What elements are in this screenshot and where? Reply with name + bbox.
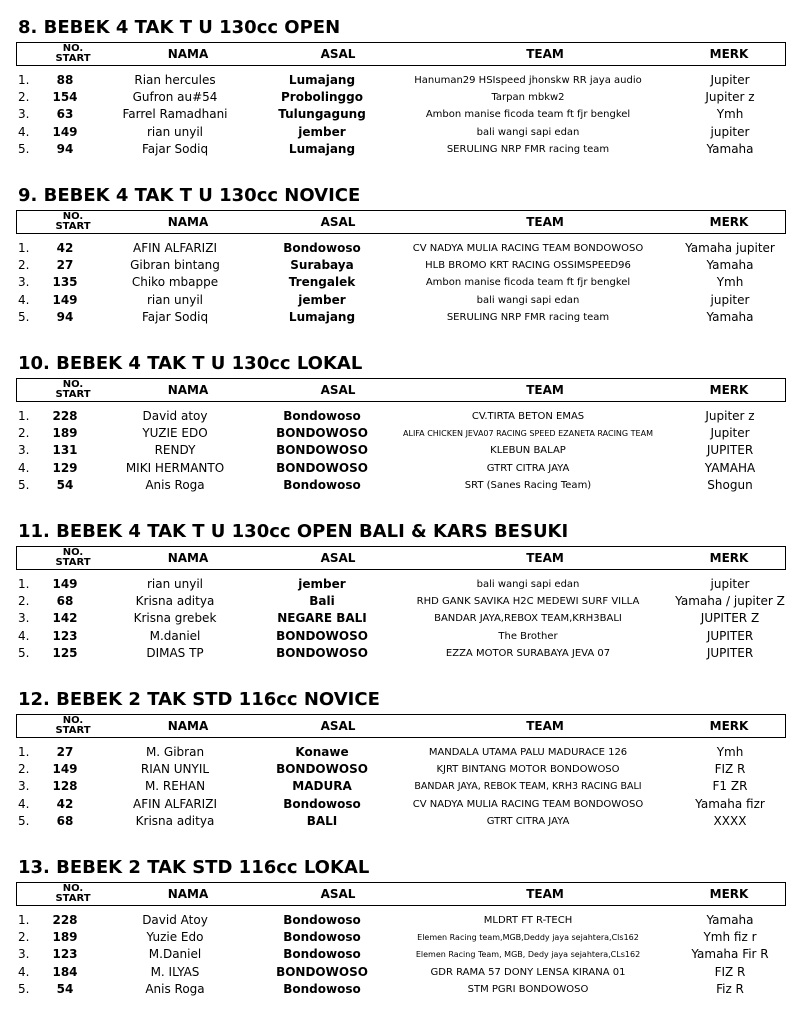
rider-name: rian unyil [146, 124, 204, 139]
header-no-start [35, 211, 111, 233]
header-nama: NAMA [167, 551, 209, 565]
table-row [0, 628, 800, 645]
header-no-start [35, 379, 111, 401]
start-number: 142 [52, 611, 78, 626]
start-number: 123 [52, 947, 78, 962]
start-number: 228 [52, 409, 78, 423]
table-row [0, 257, 800, 274]
section-title: 8. BEBEK 4 TAK T U 130cc OPEN [18, 17, 341, 38]
header-asal: ASAL [320, 215, 356, 229]
rider-name: Anis Roga [145, 981, 205, 996]
bike-brand: jupiter [710, 577, 750, 591]
header-merk: MERK [709, 215, 749, 229]
start-number: 42 [56, 796, 74, 811]
header-no-start-line1: NO. [62, 43, 84, 54]
header-no-start [35, 715, 111, 737]
rider-name: Anis Roga [145, 477, 205, 492]
rider-origin: Lumajang [288, 73, 356, 87]
team-name: Ambon manise ficoda team ft fjr bengkel [425, 277, 631, 289]
start-number: 63 [56, 107, 74, 122]
rider-origin: jember [298, 577, 346, 591]
table-body [0, 408, 800, 494]
rider-origin: Bondowoso [283, 241, 361, 255]
section-title: 12. BEBEK 2 TAK STD 116cc NOVICE [18, 689, 380, 710]
start-number: 94 [56, 141, 74, 156]
header-nama: NAMA [167, 719, 209, 733]
rider-name: Krisna aditya [135, 594, 215, 609]
bike-brand: Yamaha / jupiter Z [675, 594, 785, 609]
rank: 4. [18, 460, 30, 475]
table-header [16, 210, 786, 234]
rider-name: M. REHAN [144, 779, 206, 794]
header-no-start-line1: NO. [62, 379, 84, 390]
start-number: 94 [56, 309, 74, 324]
rider-name: DIMAS TP [146, 645, 204, 660]
start-number: 27 [56, 258, 74, 273]
rider-origin: Konawe [295, 745, 349, 759]
rider-origin: BALI [306, 813, 338, 828]
rider-origin: BONDOWOSO [276, 628, 368, 643]
rank: 5. [18, 645, 30, 660]
rider-origin: Bondowoso [283, 981, 361, 996]
header-asal: ASAL [320, 719, 356, 733]
rider-origin: Tulungagung [278, 107, 366, 122]
table-header [16, 42, 786, 66]
rider-origin: Bondowoso [283, 409, 361, 423]
rider-name: David atoy [142, 409, 208, 423]
start-number: 128 [52, 779, 78, 794]
rider-name: M.daniel [149, 628, 201, 643]
race-class-section [0, 518, 800, 686]
header-asal: ASAL [320, 887, 356, 901]
rank: 5. [18, 309, 30, 324]
team-name: bali wangi sapi edan [476, 126, 580, 138]
rider-origin: Probolinggo [281, 90, 363, 105]
rank: 4. [18, 292, 30, 307]
table-row [0, 292, 800, 309]
rank: 2. [18, 90, 30, 105]
start-number: 189 [52, 930, 78, 945]
rider-name: RIAN UNYIL [140, 762, 210, 777]
rider-origin: jember [298, 292, 346, 307]
bike-brand: JUPITER [706, 628, 754, 643]
rank: 3. [18, 779, 30, 794]
start-number: 42 [56, 241, 74, 255]
section-title: 9. BEBEK 4 TAK T U 130cc NOVICE [18, 185, 361, 206]
rank: 3. [18, 107, 30, 122]
team-name: Elemen Racing Team, MGB, Dedy jaya sejahtera,CLs162 [415, 950, 641, 960]
table-row [0, 610, 800, 627]
rider-name: David Atoy [142, 913, 208, 927]
table-header [16, 378, 786, 402]
rank: 4. [18, 628, 30, 643]
start-number: 149 [52, 577, 78, 591]
start-number: 154 [52, 90, 78, 105]
header-asal: ASAL [320, 551, 356, 565]
bike-brand: FIZ R [714, 762, 746, 777]
start-number: 149 [52, 762, 78, 777]
rank: 1. [18, 409, 30, 423]
table-header [16, 714, 786, 738]
rider-origin: Lumajang [288, 309, 356, 324]
rider-origin: MADURA [292, 779, 352, 794]
bike-brand: Jupiter z [705, 409, 755, 423]
rider-name: RENDY [154, 443, 196, 458]
bike-brand: Yamaha [706, 141, 754, 156]
rider-name: rian unyil [146, 577, 204, 591]
table-row [0, 981, 800, 998]
header-team: TEAM [526, 551, 564, 565]
rider-origin: Surabaya [290, 258, 354, 273]
table-row [0, 964, 800, 981]
team-name: The Brother [498, 630, 558, 642]
table-row [0, 796, 800, 813]
bike-brand: Jupiter z [705, 90, 755, 105]
header-no-start-line1: NO. [62, 715, 84, 726]
rider-origin: Bondowoso [283, 947, 361, 962]
start-number: 184 [52, 964, 78, 979]
team-name: GDR RAMA 57 DONY LENSA KIRANA 01 [430, 966, 626, 978]
rider-name: M.Daniel [148, 947, 202, 962]
rank: 4. [18, 124, 30, 139]
rank: 1. [18, 745, 30, 759]
table-row [0, 946, 800, 963]
rank: 2. [18, 930, 30, 945]
bike-brand: Jupiter [710, 426, 750, 441]
bike-brand: JUPITER [706, 443, 754, 458]
race-class-section [0, 14, 800, 182]
table-row [0, 477, 800, 494]
rider-name: Gibran bintang [130, 258, 220, 273]
bike-brand: Ymh [716, 745, 744, 759]
rider-origin: jember [298, 124, 346, 139]
rider-name: Yuzie Edo [146, 930, 204, 945]
bike-brand: Ymh fiz r [703, 930, 757, 945]
table-row [0, 593, 800, 610]
start-number: 27 [56, 745, 74, 759]
table-body [0, 912, 800, 998]
bike-brand: Jupiter [710, 73, 750, 87]
bike-brand: Fiz R [716, 981, 744, 996]
team-name: EZZA MOTOR SURABAYA JEVA 07 [445, 647, 611, 659]
header-merk: MERK [709, 551, 749, 565]
rider-origin: Bondowoso [283, 930, 361, 945]
start-number: 68 [56, 594, 74, 609]
start-number: 54 [56, 981, 74, 996]
rider-origin: BONDOWOSO [276, 762, 368, 777]
bike-brand: XXXX [713, 813, 747, 828]
rank: 5. [18, 477, 30, 492]
header-team: TEAM [526, 887, 564, 901]
header-no-start-line2: START [55, 557, 91, 568]
bike-brand: Yamaha Fir R [691, 947, 769, 962]
rank: 3. [18, 443, 30, 458]
rank: 1. [18, 241, 30, 255]
start-number: 189 [52, 426, 78, 441]
header-team: TEAM [526, 383, 564, 397]
rider-origin: Bondowoso [283, 913, 361, 927]
rider-origin: BONDOWOSO [276, 964, 368, 979]
team-name: Hanuman29 HSIspeed jhonskw RR jaya audio [414, 75, 642, 86]
rank: 1. [18, 577, 30, 591]
rank: 2. [18, 258, 30, 273]
table-row [0, 778, 800, 795]
table-row [0, 240, 800, 257]
rider-name: Chiko mbappe [131, 275, 219, 290]
team-name: BANDAR JAYA,REBOX TEAM,KRH3BALI [434, 613, 622, 625]
team-name: GTRT CITRA JAYA [486, 815, 570, 827]
bike-brand: Ymh [716, 107, 744, 122]
header-nama: NAMA [167, 215, 209, 229]
team-name: HLB BROMO KRT RACING OSSIMSPEED96 [425, 260, 631, 272]
table-row [0, 408, 800, 425]
bike-brand: Yamaha [706, 258, 754, 273]
table-row [0, 274, 800, 291]
header-no-start-line2: START [55, 53, 91, 64]
start-number: 131 [52, 443, 78, 458]
start-number: 129 [52, 460, 78, 475]
rider-name: Rian hercules [134, 73, 216, 87]
header-merk: MERK [709, 719, 749, 733]
table-row [0, 442, 800, 459]
header-team: TEAM [526, 719, 564, 733]
table-row [0, 744, 800, 761]
rider-name: M. ILYAS [150, 964, 200, 979]
start-number: 135 [52, 275, 78, 290]
team-name: BANDAR JAYA, REBOK TEAM, KRH3 RACING BALI [414, 781, 642, 793]
team-name: ALIFA CHICKEN JEVA07 RACING SPEED EZANETA RACING TEAM [403, 429, 653, 439]
header-merk: MERK [709, 383, 749, 397]
rider-origin: BONDOWOSO [276, 460, 368, 475]
table-row [0, 813, 800, 830]
rider-name: Gufron au#54 [132, 90, 218, 105]
team-name: MANDALA UTAMA PALU MADURACE 126 [428, 747, 628, 758]
table-row [0, 72, 800, 89]
header-asal: ASAL [320, 383, 356, 397]
team-name: RHD GANK SAVIKA H2C MEDEWI SURF VILLA [416, 596, 640, 608]
bike-brand: jupiter [710, 124, 750, 139]
header-team: TEAM [526, 47, 564, 61]
team-name: bali wangi sapi edan [476, 579, 580, 590]
team-name: CV NADYA MULIA RACING TEAM BONDOWOSO [412, 798, 644, 810]
start-number: 88 [56, 73, 74, 87]
start-number: 123 [52, 628, 78, 643]
start-number: 68 [56, 813, 74, 828]
table-row [0, 645, 800, 662]
team-name: MLDRT FT R-TECH [483, 915, 573, 926]
bike-brand: Yamaha fizr [695, 796, 765, 811]
header-team: TEAM [526, 215, 564, 229]
bike-brand: Yamaha [706, 309, 754, 324]
header-asal: ASAL [320, 47, 356, 61]
rank: 1. [18, 913, 30, 927]
header-no-start-line1: NO. [62, 883, 84, 894]
header-nama: NAMA [167, 47, 209, 61]
team-name: Tarpan mbkw2 [491, 92, 565, 104]
team-name: bali wangi sapi edan [476, 294, 580, 306]
rank: 2. [18, 762, 30, 777]
rider-name: MIKI HERMANTO [125, 460, 225, 475]
header-no-start-line2: START [55, 725, 91, 736]
header-nama: NAMA [167, 887, 209, 901]
team-name: CV.TIRTA BETON EMAS [471, 411, 585, 422]
header-no-start-line2: START [55, 389, 91, 400]
rider-name: Krisna aditya [135, 813, 215, 828]
rank: 5. [18, 981, 30, 996]
header-no-start-line2: START [55, 221, 91, 232]
rank: 5. [18, 813, 30, 828]
rider-origin: BONDOWOSO [276, 426, 368, 441]
table-row [0, 425, 800, 442]
bike-brand: FIZ R [714, 964, 746, 979]
rider-origin: NEGARE BALI [277, 611, 367, 626]
table-row [0, 912, 800, 929]
table-row [0, 141, 800, 158]
rank: 2. [18, 594, 30, 609]
team-name: GTRT CITRA JAYA [486, 462, 570, 474]
start-number: 54 [56, 477, 74, 492]
start-number: 125 [52, 645, 78, 660]
table-row [0, 576, 800, 593]
table-row [0, 106, 800, 123]
race-class-section [0, 686, 800, 854]
team-name: Elemen Racing team,MGB,Deddy jaya sejahtera,Cls162 [417, 933, 639, 943]
table-row [0, 89, 800, 106]
header-no-start-line1: NO. [62, 547, 84, 558]
header-no-start [35, 547, 111, 569]
section-title: 11. BEBEK 4 TAK T U 130cc OPEN BALI & KARS BESUKI [18, 521, 569, 542]
start-number: 149 [52, 124, 78, 139]
rider-origin: Bondowoso [283, 796, 361, 811]
bike-brand: jupiter [710, 292, 750, 307]
rider-name: Farrel Ramadhani [122, 107, 228, 122]
table-body [0, 240, 800, 326]
rider-name: rian unyil [146, 292, 204, 307]
rider-name: AFIN ALFARIZI [133, 796, 217, 811]
race-class-section [0, 854, 800, 1022]
table-body [0, 72, 800, 158]
bike-brand: Ymh [716, 275, 744, 290]
section-title: 10. BEBEK 4 TAK T U 130cc LOKAL [18, 353, 363, 374]
rider-name: AFIN ALFARIZI [133, 241, 217, 255]
header-no-start-line1: NO. [62, 211, 84, 222]
bike-brand: F1 ZR [712, 779, 748, 794]
rider-name: Krisna grebek [133, 611, 217, 626]
table-row [0, 761, 800, 778]
rider-origin: Bali [309, 594, 335, 609]
start-number: 228 [52, 913, 78, 927]
start-number: 149 [52, 292, 78, 307]
header-no-start [35, 43, 111, 65]
bike-brand: Yamaha [706, 913, 754, 927]
rank: 2. [18, 426, 30, 441]
bike-brand: Yamaha jupiter [685, 241, 775, 255]
bike-brand: YAMAHA [704, 460, 756, 475]
rank: 5. [18, 141, 30, 156]
header-no-start-line2: START [55, 893, 91, 904]
table-row [0, 124, 800, 141]
rank: 3. [18, 275, 30, 290]
rank: 4. [18, 796, 30, 811]
race-class-section [0, 182, 800, 350]
rider-origin: Bondowoso [283, 477, 361, 492]
table-row [0, 460, 800, 477]
table-body [0, 744, 800, 830]
rider-name: YUZIE EDO [142, 426, 208, 441]
header-merk: MERK [709, 47, 749, 61]
table-body [0, 576, 800, 662]
rank: 3. [18, 947, 30, 962]
team-name: STM PGRI BONDOWOSO [467, 983, 589, 995]
team-name: SERULING NRP FMR racing team [446, 311, 610, 323]
rank: 4. [18, 964, 30, 979]
team-name: Ambon manise ficoda team ft fjr bengkel [425, 109, 631, 121]
header-nama: NAMA [167, 383, 209, 397]
bike-brand: JUPITER Z [700, 611, 760, 626]
team-name: SRT (Sanes Racing Team) [464, 479, 592, 491]
section-title: 13. BEBEK 2 TAK STD 116cc LOKAL [18, 857, 370, 878]
team-name: KJRT BINTANG MOTOR BONDOWOSO [436, 764, 620, 776]
rider-origin: Trengalek [288, 275, 356, 290]
team-name: KLEBUN BALAP [490, 445, 566, 457]
bike-brand: JUPITER [706, 645, 754, 660]
table-row [0, 929, 800, 946]
rider-origin: BONDOWOSO [276, 645, 368, 660]
bike-brand: Shogun [707, 477, 753, 492]
rank: 3. [18, 611, 30, 626]
team-name: CV NADYA MULIA RACING TEAM BONDOWOSO [412, 243, 644, 254]
rider-name: Fajar Sodiq [141, 141, 209, 156]
rider-origin: Lumajang [288, 141, 356, 156]
rank: 1. [18, 73, 30, 87]
rider-name: M. Gibran [145, 745, 205, 759]
table-header [16, 546, 786, 570]
header-no-start [35, 883, 111, 905]
team-name: SERULING NRP FMR racing team [446, 143, 610, 155]
table-header [16, 882, 786, 906]
header-merk: MERK [709, 887, 749, 901]
rider-origin: BONDOWOSO [276, 443, 368, 458]
table-row [0, 309, 800, 326]
race-class-section [0, 350, 800, 518]
rider-name: Fajar Sodiq [141, 309, 209, 324]
